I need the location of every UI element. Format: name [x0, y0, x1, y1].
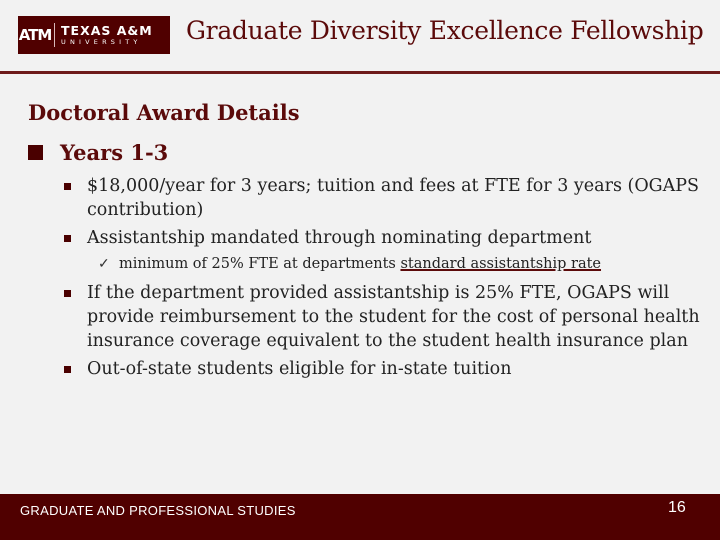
checkmark-icon: ✓	[98, 256, 110, 272]
section-heading-text: Years 1-3	[60, 140, 169, 165]
list-item	[64, 281, 704, 353]
atm-logo-icon: ATM	[18, 26, 52, 44]
square-bullet-icon	[28, 145, 43, 160]
header-divider	[0, 71, 720, 74]
slide-title: Graduate Diversity Excellence Fellowship	[186, 16, 704, 45]
bullet-text: $18,000/year for 3 years; tuition and fees at FTE for 3 years (OGAPS contribution)	[87, 176, 700, 220]
logo-wordmark	[61, 24, 153, 47]
footer-label: GRADUATE AND PROFESSIONAL STUDIES	[20, 503, 296, 518]
small-square-bullet-icon	[64, 235, 71, 242]
bullet-text: Out-of-state students eligible for in-state tuition	[87, 359, 512, 379]
slide-footer	[0, 494, 720, 540]
slide-header	[0, 0, 720, 74]
underlined-term: standard assistantship rate	[400, 256, 602, 272]
logo-divider	[54, 23, 55, 47]
sub-list-item	[64, 254, 704, 274]
small-square-bullet-icon	[64, 366, 71, 373]
page-number: 16	[668, 499, 686, 516]
list-item	[64, 226, 704, 250]
bullet-text: If the department provided assistantship is 25% FTE, OGAPS will provide reimbursement to the student for the cost of personal health insurance coverage equivalent to the student health insurance plan	[87, 283, 700, 351]
list-item	[64, 174, 704, 222]
sub-bullet-text: minimum of 25% FTE at departments	[119, 256, 401, 272]
logo-subtitle: UNIVERSITY	[61, 37, 142, 46]
small-square-bullet-icon	[64, 183, 71, 190]
logo-name: TEXAS A&M	[61, 22, 153, 38]
list-item	[64, 357, 704, 381]
bullet-text: Assistantship mandated through nominating department	[87, 228, 592, 248]
bullet-list	[64, 174, 704, 385]
section-heading	[28, 140, 168, 165]
small-square-bullet-icon	[64, 290, 71, 297]
slide-subtitle: Doctoral Award Details	[28, 100, 300, 125]
tamu-logo	[18, 16, 170, 54]
